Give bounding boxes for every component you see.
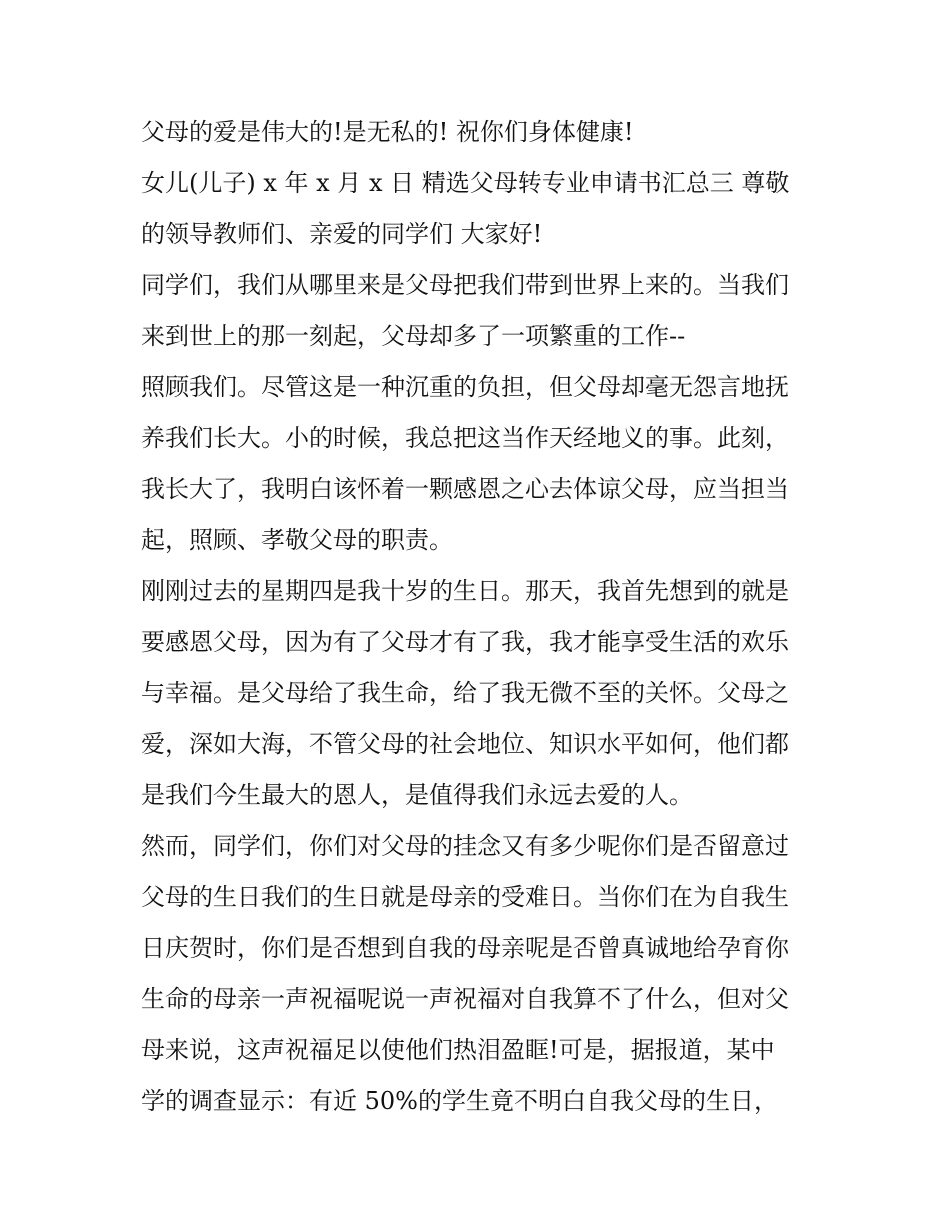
text-line: 来到世上的那一刻起，父母却多了一项繁重的工作-- xyxy=(141,322,686,350)
text-line: 母来说，这声祝福足以使他们热泪盈眶!可是，据报道，某中 xyxy=(141,1036,775,1064)
text-line: 日庆贺时，你们是否想到自我的母亲呢是否曾真诚地给孕育你 xyxy=(141,934,789,962)
document-body xyxy=(141,107,821,1127)
text-line: 与幸福。是父母给了我生命，给了我无微不至的关怀。父母之 xyxy=(141,679,789,707)
text-line: 父母的爱是伟大的!是无私的! 祝你们身体健康! xyxy=(141,118,634,146)
text-line: 学的调查显示：有近 50%的学生竟不明白自我父母的生日， xyxy=(141,1087,778,1115)
text-line: 要感恩父母，因为有了父母才有了我，我才能享受生活的欢乐 xyxy=(141,628,789,656)
text-line: 我长大了，我明白该怀着一颗感恩之心去体谅父母，应当担当 xyxy=(141,475,789,503)
text-line: 同学们，我们从哪里来是父母把我们带到世界上来的。当我们 xyxy=(141,271,789,299)
text-line: 的领导教师们、亲爱的同学们 大家好! xyxy=(141,220,543,248)
text-line: 起，照顾、孝敬父母的职责。 xyxy=(141,526,453,554)
text-line: 父母的生日我们的生日就是母亲的受难日。当你们在为自我生 xyxy=(141,883,789,911)
text-line: 女儿(儿子) x 年 x 月 x 日 精选父母转专业申请书汇总三 尊敬 xyxy=(141,169,790,197)
text-line: 生命的母亲一声祝福呢说一声祝福对自我算不了什么，但对父 xyxy=(141,985,789,1013)
text-line: 然而，同学们，你们对父母的挂念又有多少呢你们是否留意过 xyxy=(141,832,789,860)
text-line: 刚刚过去的星期四是我十岁的生日。那天，我首先想到的就是 xyxy=(141,577,789,605)
text-line: 照顾我们。尽管这是一种沉重的负担，但父母却毫无怨言地抚 xyxy=(141,373,789,401)
text-line: 养我们长大。小的时候，我总把这当作天经地义的事。此刻， xyxy=(141,424,789,452)
text-line: 爱，深如大海，不管父母的社会地位、知识水平如何，他们都 xyxy=(141,730,789,758)
text-line: 是我们今生最大的恩人，是值得我们永远去爱的人。 xyxy=(141,781,693,809)
